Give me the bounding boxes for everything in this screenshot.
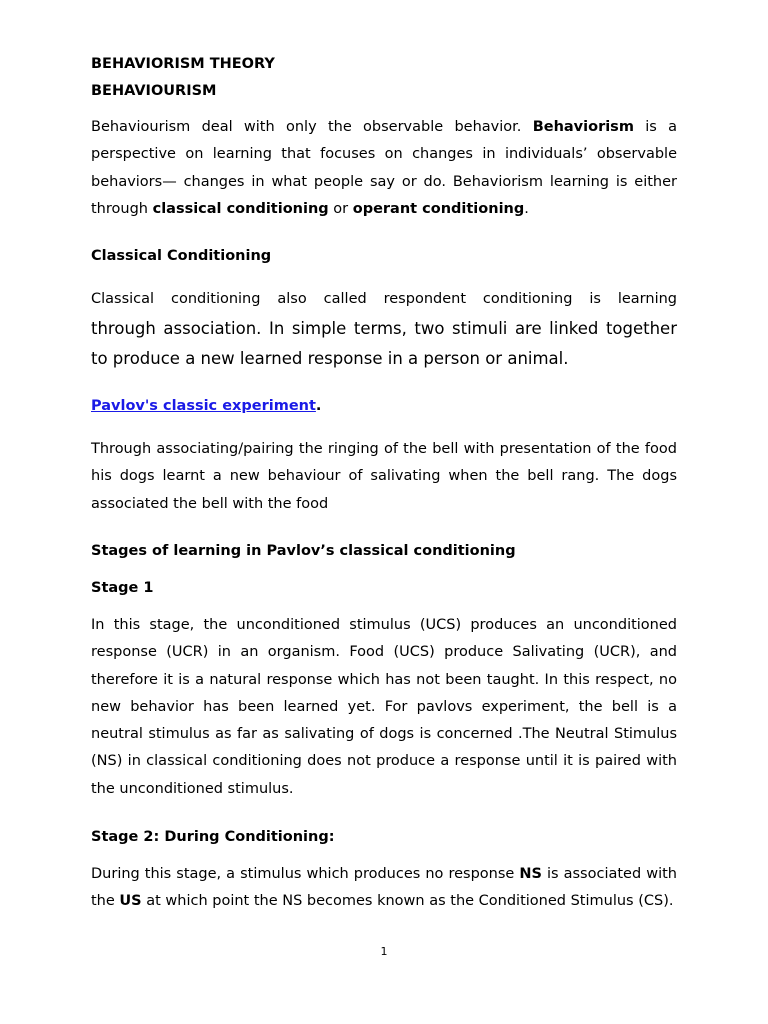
pavlov-paragraph: Through associating/pairing the ringing of the bell with presentation of the food his dogs learnt a new behaviour of salivating when the bell rang. The dogs associated the bell with the food <box>91 441 677 512</box>
stage1-paragraph: In this stage, the unconditioned stimulus (UCS) produces an unconditioned response (UCR) in an organism. Food (UCS) produce Salivating (UCR), and therefore it is a natural response which has not been taught. In this respect, no new behavior has been learned yet. For pavlovs experiment, the bell is a neutral stimulus as far as salivating of dogs is concerned .The Neutral Stimulus (NS) in classical conditioning does not produce a response until it is paired with the unconditioned stimulus. <box>91 617 677 797</box>
intro-paragraph: Behaviourism deal with only the observable behavior. Behaviorism is a perspective on learning that focuses on changes in individuals’ observable behaviors— changes in what people say or do. Behaviorism learning is either through classical conditioning or operant conditioning. <box>91 119 677 217</box>
stage2-heading: Stage 2: During Conditioning: <box>91 829 335 845</box>
term-ns: NS <box>519 866 542 882</box>
page-number: 1 <box>380 945 388 958</box>
term-us: US <box>119 893 142 910</box>
stage2-paragraph: During this stage, a stimulus which produces no response NS is associated with the US at which point the NS becomes known as the Conditioned Stimulus (CS). <box>91 866 677 910</box>
classical-paragraph-line1: Classical conditioning also called respondent conditioning is learning <box>91 291 677 307</box>
document-subtitle: BEHAVIOURISM <box>91 83 217 99</box>
document-title: BEHAVIORISM THEORY <box>91 56 275 72</box>
term-operant-conditioning: operant conditioning <box>352 200 525 217</box>
classical-paragraph-rest: through association. In simple terms, two stimuli are linked together to produce a new learned response in a person or animal. <box>91 319 677 368</box>
stages-heading: Stages of learning in Pavlov’s classical conditioning <box>91 543 516 559</box>
stage1-heading: Stage 1 <box>91 580 154 596</box>
pavlov-heading: Pavlov's classic experiment. <box>91 398 322 414</box>
term-classical-conditioning: classical conditioning <box>152 200 329 217</box>
section-heading-classical-conditioning: Classical Conditioning <box>91 248 272 264</box>
pavlov-experiment-link[interactable]: Pavlov's classic experiment <box>91 398 316 414</box>
term-behaviorism: Behaviorism <box>532 119 634 135</box>
